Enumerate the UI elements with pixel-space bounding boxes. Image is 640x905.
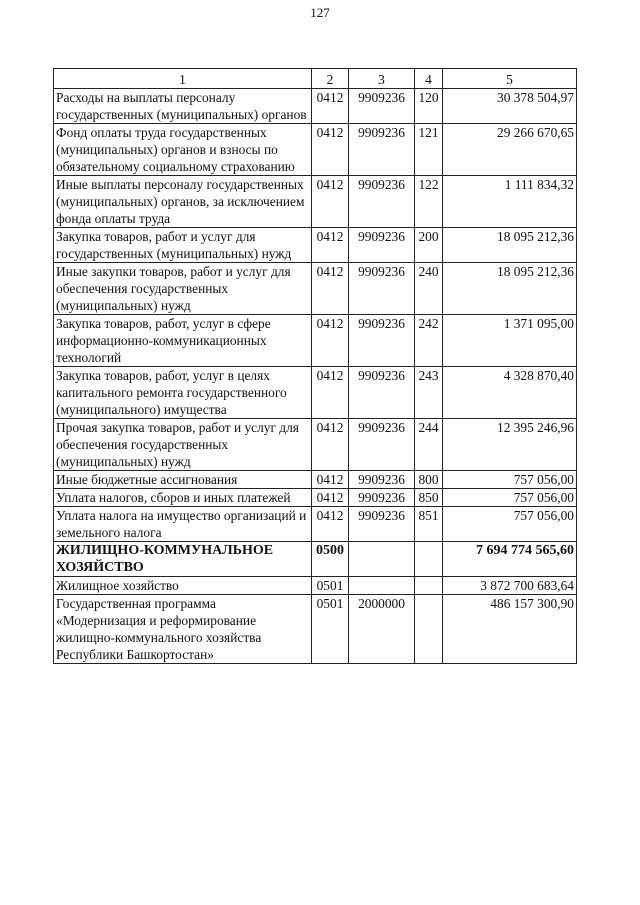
row-amount-cell: 1 371 095,00 [443, 315, 577, 367]
row-amount-cell: 18 095 212,36 [443, 228, 577, 263]
row-section-cell: 0412 [312, 471, 349, 489]
row-target-cell: 9909236 [349, 228, 415, 263]
row-amount-cell: 4 328 870,40 [443, 367, 577, 419]
row-target-cell: 9909236 [349, 124, 415, 176]
row-expense-type-cell [415, 595, 443, 664]
row-expense-type-cell: 243 [415, 367, 443, 419]
table-row [54, 263, 577, 315]
table-row [54, 367, 577, 419]
table-row [54, 315, 577, 367]
row-target-cell: 9909236 [349, 367, 415, 419]
row-section-cell: 0412 [312, 176, 349, 228]
row-name-cell: Закупка товаров, работ и услуг для государственных (муниципальных) нужд [54, 228, 312, 263]
table-row [54, 507, 577, 542]
row-target-cell [349, 577, 415, 595]
row-section-cell: 0412 [312, 489, 349, 507]
row-expense-type-cell: 121 [415, 124, 443, 176]
row-expense-type-cell: 200 [415, 228, 443, 263]
row-expense-type-cell: 244 [415, 419, 443, 471]
row-section-cell: 0412 [312, 419, 349, 471]
row-name-cell: Закупка товаров, работ, услуг в сфере информационно-коммуникационных технологий [54, 315, 312, 367]
table-row [54, 471, 577, 489]
row-amount-cell: 757 056,00 [443, 471, 577, 489]
row-name-cell: Уплата налога на имущество организаций и земельного налога [54, 507, 312, 542]
row-name-cell: Прочая закупка товаров, работ и услуг для обеспечения государственных (муниципальных) нужд [54, 419, 312, 471]
row-section-cell: 0412 [312, 124, 349, 176]
row-name-cell: Закупка товаров, работ, услуг в целях капитального ремонта государственного (муниципального) имущества [54, 367, 312, 419]
row-name-cell: Уплата налогов, сборов и иных платежей [54, 489, 312, 507]
row-target-cell: 9909236 [349, 471, 415, 489]
table-row [54, 542, 577, 577]
row-amount-cell: 1 111 834,32 [443, 176, 577, 228]
header-col-2: 2 [312, 69, 349, 89]
row-expense-type-cell: 800 [415, 471, 443, 489]
row-section-cell: 0412 [312, 507, 349, 542]
row-target-cell: 9909236 [349, 489, 415, 507]
row-section-cell: 0501 [312, 577, 349, 595]
row-expense-type-cell: 240 [415, 263, 443, 315]
row-amount-cell: 12 395 246,96 [443, 419, 577, 471]
row-target-cell [349, 542, 415, 577]
row-section-cell: 0412 [312, 228, 349, 263]
row-name-cell: Государственная программа «Модернизация и реформирование жилищно-коммунального хозяйства Республики Башкортостан» [54, 595, 312, 664]
row-amount-cell: 757 056,00 [443, 507, 577, 542]
row-name-cell: Жилищное хозяйство [54, 577, 312, 595]
row-expense-type-cell: 850 [415, 489, 443, 507]
table-row [54, 89, 577, 124]
row-name-cell: Иные выплаты персоналу государственных (муниципальных) органов, за исключением фонда оплаты труда [54, 176, 312, 228]
row-section-cell: 0412 [312, 315, 349, 367]
table-row [54, 124, 577, 176]
row-expense-type-cell [415, 577, 443, 595]
row-amount-cell: 757 056,00 [443, 489, 577, 507]
header-col-3: 3 [349, 69, 415, 89]
row-target-cell: 9909236 [349, 176, 415, 228]
row-section-cell: 0500 [312, 542, 349, 577]
row-expense-type-cell: 851 [415, 507, 443, 542]
row-expense-type-cell: 122 [415, 176, 443, 228]
row-expense-type-cell: 242 [415, 315, 443, 367]
header-row [54, 69, 577, 89]
budget-table [53, 68, 577, 664]
row-name-cell: ЖИЛИЩНО-КОММУНАЛЬНОЕ ХОЗЯЙСТВО [54, 542, 312, 577]
table-row [54, 595, 577, 664]
row-target-cell: 9909236 [349, 507, 415, 542]
row-amount-cell: 3 872 700 683,64 [443, 577, 577, 595]
row-name-cell: Иные закупки товаров, работ и услуг для обеспечения государственных (муниципальных) нужд [54, 263, 312, 315]
row-name-cell: Расходы на выплаты персоналу государственных (муниципальных) органов [54, 89, 312, 124]
row-section-cell: 0412 [312, 367, 349, 419]
row-name-cell: Иные бюджетные ассигнования [54, 471, 312, 489]
row-target-cell: 9909236 [349, 419, 415, 471]
table-row [54, 419, 577, 471]
row-amount-cell: 486 157 300,90 [443, 595, 577, 664]
table-row [54, 489, 577, 507]
header-col-1: 1 [54, 69, 312, 89]
table-row [54, 176, 577, 228]
row-section-cell: 0501 [312, 595, 349, 664]
row-expense-type-cell: 120 [415, 89, 443, 124]
row-amount-cell: 30 378 504,97 [443, 89, 577, 124]
row-target-cell: 9909236 [349, 315, 415, 367]
table-row [54, 228, 577, 263]
row-target-cell: 2000000 [349, 595, 415, 664]
row-amount-cell: 7 694 774 565,60 [443, 542, 577, 577]
row-expense-type-cell [415, 542, 443, 577]
row-amount-cell: 18 095 212,36 [443, 263, 577, 315]
header-col-5: 5 [443, 69, 577, 89]
row-target-cell: 9909236 [349, 263, 415, 315]
header-col-4: 4 [415, 69, 443, 89]
row-name-cell: Фонд оплаты труда государственных (муниципальных) органов и взносы по обязательному социальному страхованию [54, 124, 312, 176]
row-section-cell: 0412 [312, 263, 349, 315]
page-number: 127 [310, 5, 330, 20]
row-amount-cell: 29 266 670,65 [443, 124, 577, 176]
table-row [54, 577, 577, 595]
row-target-cell: 9909236 [349, 89, 415, 124]
row-section-cell: 0412 [312, 89, 349, 124]
